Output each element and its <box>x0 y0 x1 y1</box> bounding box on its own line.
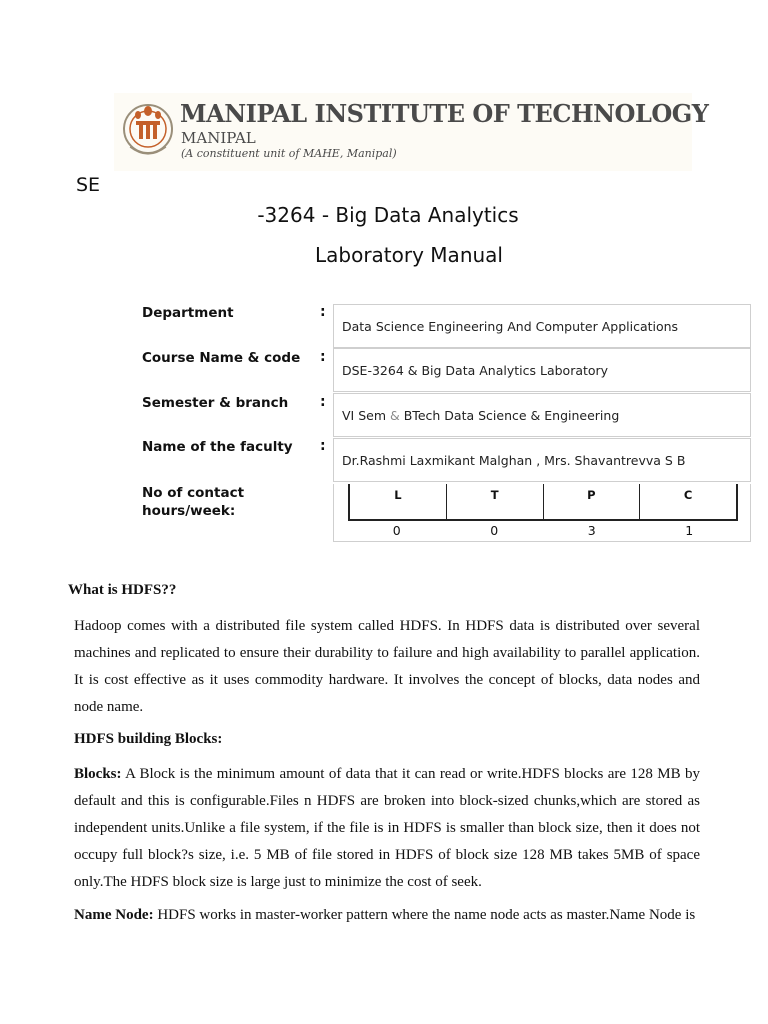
ltpc-header-row <box>348 484 738 521</box>
institution-banner <box>114 93 709 171</box>
semester-label: Semester & branch <box>142 395 289 411</box>
ltpc-header-t: T <box>447 484 544 519</box>
contact-hours-label <box>142 484 244 520</box>
namenode-paragraph <box>74 902 700 929</box>
department-colon: : <box>320 304 326 320</box>
faculty-colon: : <box>320 438 326 454</box>
semester-value-sem: VI Sem <box>342 408 387 423</box>
namenode-text: HDFS works in master-worker pattern where the name node acts as master.Name Node is <box>153 907 696 923</box>
institution-subtitle: (A constituent unit of MAHE, Manipal) <box>181 147 397 160</box>
course-label: Course Name & code <box>142 350 301 366</box>
semester-value-branch: BTech Data Science & Engineering <box>403 408 620 423</box>
ltpc-header-l: L <box>350 484 447 519</box>
ltpc-value-c: 1 <box>685 523 694 538</box>
what-is-hdfs-heading: What is HDFS?? <box>68 582 177 598</box>
ltpc-value-row <box>348 523 738 538</box>
faculty-label: Name of the faculty <box>142 439 293 455</box>
ltpc-value-l: 0 <box>392 523 401 538</box>
institution-name: MANIPAL INSTITUTE OF TECHNOLOGY <box>180 99 709 128</box>
blocks-lead: Blocks: <box>74 766 122 782</box>
intro-paragraph: Hadoop comes with a distributed file system called HDFS. In HDFS data is distributed over several machines and replicated to ensure their durability to failure and high availability to parallel application. It is cost effective as it uses commodity hardware. It involves the concept of blocks, data nodes and node name. <box>74 618 700 715</box>
manual-title: Laboratory Manual <box>315 243 503 267</box>
ltpc-value-p: 3 <box>587 523 596 538</box>
course-colon: : <box>320 349 326 365</box>
course-title: -3264 - Big Data Analytics <box>257 203 519 227</box>
building-blocks-heading: HDFS building Blocks: <box>74 731 223 747</box>
blocks-text: A Block is the minimum amount of data that it can read or write.HDFS blocks are 128 MB by default and this is configurable.Files n HDFS are broken into block-sized chunks,which are stored as independent units.Unlike a file system, if the file is in HDFS is smaller than block size, then it does not occupy full block?s size, i.e. 5 MB of file stored in HDFS of block size 128 MB takes 5MB of space only.The HDFS block size is large just to minimize the cost of seek. <box>74 766 700 890</box>
semester-colon: : <box>320 394 326 410</box>
ltpc-header-c: C <box>683 488 693 502</box>
semester-value <box>333 393 751 437</box>
faculty-value: Dr.Rashmi Laxmikant Malghan , Mrs. Shavantrevva S B <box>333 438 751 482</box>
se-label: SE <box>76 174 101 196</box>
semester-value-amp: & <box>390 408 400 423</box>
namenode-lead: Name Node: <box>74 907 154 923</box>
department-label: Department <box>142 305 234 321</box>
department-value: Data Science Engineering And Computer Applications <box>333 304 751 348</box>
contact-label-line2: hours/week: <box>142 503 236 519</box>
blocks-paragraph <box>74 761 700 896</box>
mit-seal-icon <box>122 99 174 165</box>
institution-city: MANIPAL <box>181 129 256 147</box>
course-value: DSE-3264 & Big Data Analytics Laboratory <box>333 348 751 392</box>
contact-label-line1: No of contact <box>142 485 245 501</box>
ltpc-value-t: 0 <box>490 523 499 538</box>
ltpc-header-p: P <box>544 484 641 519</box>
